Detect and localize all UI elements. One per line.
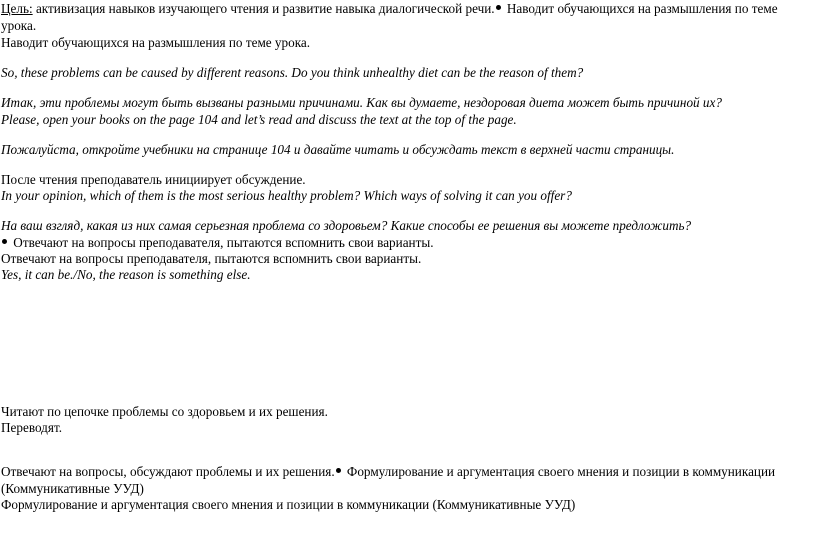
students-answer-bullet-text: Отвечают на вопросы преподавателя, пытаются вспомнить свои варианты. bbox=[10, 235, 434, 250]
bullet-icon bbox=[496, 5, 501, 10]
question-1-russian: Итак, эти проблемы могут быть вызваны разными причинами. Как вы думаете, нездоровая диета может быть причиной их? bbox=[1, 95, 722, 110]
instruction-english: Please, open your books on the page 104 and let’s read and discuss the text at the top of the page. bbox=[1, 112, 517, 127]
goal-label: Цель: bbox=[1, 1, 33, 16]
discuss-line bbox=[1, 463, 775, 480]
teacher-prompt: Наводит обучающихся на размышления по теме урока. bbox=[1, 35, 311, 50]
students-answer-bullet-line bbox=[1, 234, 434, 251]
bullet-icon bbox=[336, 468, 341, 473]
discuss-after-bullet: Формулирование и аргументация своего мнения и позиции в коммуникации bbox=[343, 464, 776, 479]
discuss-text: Отвечают на вопросы, обсуждают проблемы и их решения. bbox=[1, 464, 335, 479]
goal-line-2: урока. bbox=[1, 18, 37, 33]
goal-after-bullet: Наводит обучающихся на размышления по теме bbox=[503, 1, 778, 16]
question-1-english: So, these problems can be caused by different reasons. Do you think unhealthy diet can be the reason of them? bbox=[1, 65, 584, 80]
bullet-icon bbox=[2, 239, 7, 244]
instruction-russian: Пожалуйста, откройте учебники на странице 104 и давайте читать и обсуждать текст в верхней части страницы. bbox=[1, 142, 675, 157]
chain-reading-note: Читают по цепочке проблемы со здоровьем и их решения. bbox=[1, 404, 328, 419]
after-reading-note: После чтения преподаватель инициирует обсуждение. bbox=[1, 172, 306, 187]
translate-note: Переводят. bbox=[1, 420, 63, 435]
question-2-russian: На ваш взгляд, какая из них самая серьезная проблема со здоровьем? Какие способы ее решения вы можете предложить? bbox=[1, 218, 692, 233]
goal-text: активизация навыков изучающего чтения и развитие навыка диалогической речи. bbox=[32, 1, 495, 16]
question-2-english: In your opinion, which of them is the most serious healthy problem? Which ways of solving it can you offer? bbox=[1, 188, 572, 203]
goal-line bbox=[1, 0, 778, 17]
students-answer: Отвечают на вопросы преподавателя, пытаются вспомнить свои варианты. bbox=[1, 251, 422, 266]
sample-answer: Yes, it can be./No, the reason is something else. bbox=[1, 267, 251, 282]
formulation-line: Формулирование и аргументация своего мнения и позиции в коммуникации (Коммуникативные УУД) bbox=[1, 497, 576, 512]
discuss-line-2: (Коммуникативные УУД) bbox=[1, 481, 144, 496]
